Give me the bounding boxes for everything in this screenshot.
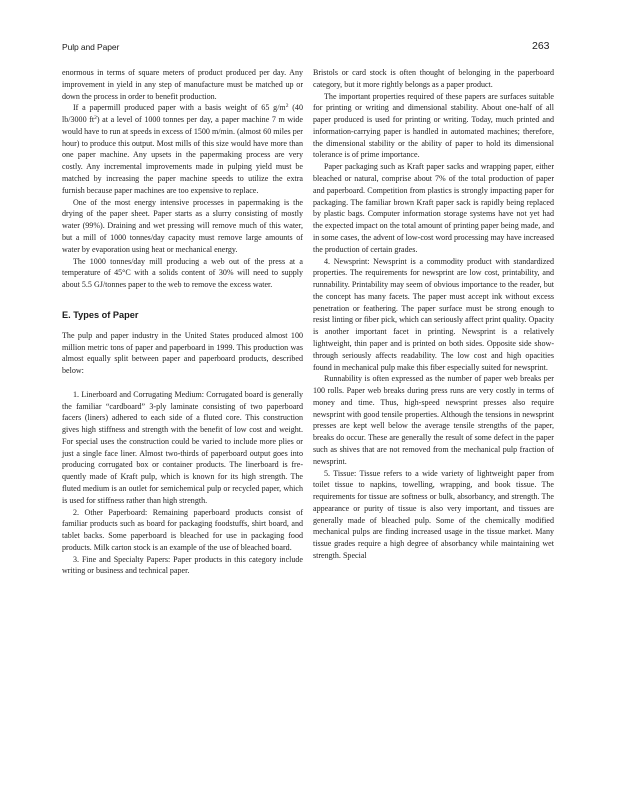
paragraph: Runnability is often expressed as the number of paper web breaks per 100 rolls. Paper web breaks during press runs are very costly in terms of money and time. Thus, high-speed newsprint presses also require newsprint with good tensile properties. Although the tensions in newsprint presses are kept well below the average tensile strengths of the paper, breaks do occur. These are generally the result of some defect in the paper such as shives that are not removed from the mechanical pulp fraction of newsprint.: [313, 374, 554, 466]
paragraph: 2. Other Paperboard: Remaining paperboard products consist of familiar products such as board for packaging foodstuffs, shirt board, and tablet backs. Some paperboard is bleached for use in packaging food products. Milk carton stock is an example of the use of bleached board.: [62, 507, 303, 552]
paragraph-text: ) at a level of 1000 tonnes per day, a paper machine 7 m wide would have to run at speeds in excess of 1500 m/min. (almost 60 miles per hour) to produce this output. Most mills of this size would have more than one paper machine. Any upsets in the papermaking process are very costly. Any incremental improvements made in pulping yield must be matched by increasing the paper machine speeds to utilize the extra furnish because paper machines are too expensive to replace.: [62, 115, 303, 195]
paragraph: Paper packaging such as Kraft paper sacks and wrapping paper, either bleached or natural, comprise about 7% of the total production of paper and paperboard. Competition from plastics is strongly impacting paper for packaging. The familiar brown Kraft paper sack is rapidly being replaced by plastic bags. Computer information storage systems have not yet had the expected impact on the total amount of printing paper being made, and in some cases, the advent of low-cost word processing may have increased the production of certain grades.: [313, 162, 554, 254]
page-number: 263: [532, 40, 550, 52]
superscript: 2: [94, 115, 97, 122]
paragraph: 1. Linerboard and Corrugating Medium: Corrugated board is generally the familiar “cardboard” 3-ply laminate consisting of two paperboard facers (liners) adhered to each side of a fluted core. This construction gives high stiffness and strength with the benefit of low cost and weight. For special uses the construction could be varied to include more plies or just a single face liner. Almost two-thirds of paperboard output goes into producing corrugated box or container products. The linerboard is frequently made of Kraft pulp, which is known for its high strength. The fluted medium is an outlet for semichemical pulp or recycled paper, which is used for stiffness rather than high strength.: [62, 389, 303, 505]
paragraph: The important properties required of these papers are surfaces suitable for printing or writing and dimensional stability. About one-half of all paper produced is used for printing or writing. Today, much printed and information-carrying paper is handled in automated machines; therefore, the dimensional stability or the ability of paper to hold its dimensional tolerance is of prime importance.: [313, 91, 554, 160]
running-title: Pulp and Paper: [62, 42, 120, 52]
paragraph: The 1000 tonnes/day mill producing a web out of the press at a temperature of 45°C with a solids content of 30% will need to supply about 5.5 GJ/tonnes paper to the web to remove the excess water.: [62, 256, 303, 290]
paragraph: enormous in terms of square meters of product produced per day. Any improvement in yield in any step of manufacture must be matched up or down the process in order to benefit production.: [62, 68, 303, 101]
paragraph: 4. Newsprint: Newsprint is a commodity product with standardized properties. The requirements for newsprint are low cost, printability, and runnability. Printability may seem of obvious importance to the reader, but the concept has many facets. The paper must accept ink without excess penetration or feathering. The paper surface must be strong enough to resist linting or fiber pick, which can seriously affect print quality. Opacity is another important facet in printing. Newsprint is a relatively lightweight, thin paper and is printed on both sides. Opposite side show-through seriously affects readability. The low cost and high opacities found in mechanical pulp make this fiber especially suited for newsprint.: [313, 256, 554, 372]
paragraph: 3. Fine and Specialty Papers: Paper products in this category include writing or business and technical paper.: [62, 554, 303, 576]
superscript: 2: [285, 103, 289, 110]
paragraph-basis-weight: [62, 102, 303, 196]
paragraph: Bristols or card stock is often thought of belonging in the paperboard category, but it more rightly belongs as a paper product.: [313, 68, 554, 89]
paragraph-text: If a papermill produced paper with a basis weight of 65 g/m: [73, 103, 286, 113]
right-column: [313, 67, 554, 562]
paragraph: One of the most energy intensive processes in papermaking is the drying of the paper sheet. Paper starts as a slurry consisting of mostly water (99%). Draining and wet pressing will remove much of this water, but a mill of 1000 tonnes/day capacity must remove large amounts of water by evaporation using heat or mechanical energy.: [62, 197, 303, 254]
section-heading: E. Types of Paper: [62, 309, 139, 320]
paragraph: The pulp and paper industry in the United States produced almost 100 million metric tons of paper and paperboard in 1999. This production was almost equally split between paper and paperboard products, described below:: [62, 330, 303, 376]
paragraph: 5. Tissue: Tissue refers to a wide variety of lightweight paper from toilet tissue to napkins, towelling, wrapping, and book tissue. The requirements for tissue are softness or bulk, absorbancy, and strength. The appearance or purity of tissue is also very important, and tissues are generally made of bleached pulp. Some of the chemically modified mechanical pulps are finding increased usage in the tissue market. Many tissue grades require a high degree of absorbancy while maintaining wet strength. Special: [313, 468, 554, 561]
paragraph-text: (40 lb/3000 ft: [62, 103, 303, 125]
left-column: [62, 67, 303, 577]
